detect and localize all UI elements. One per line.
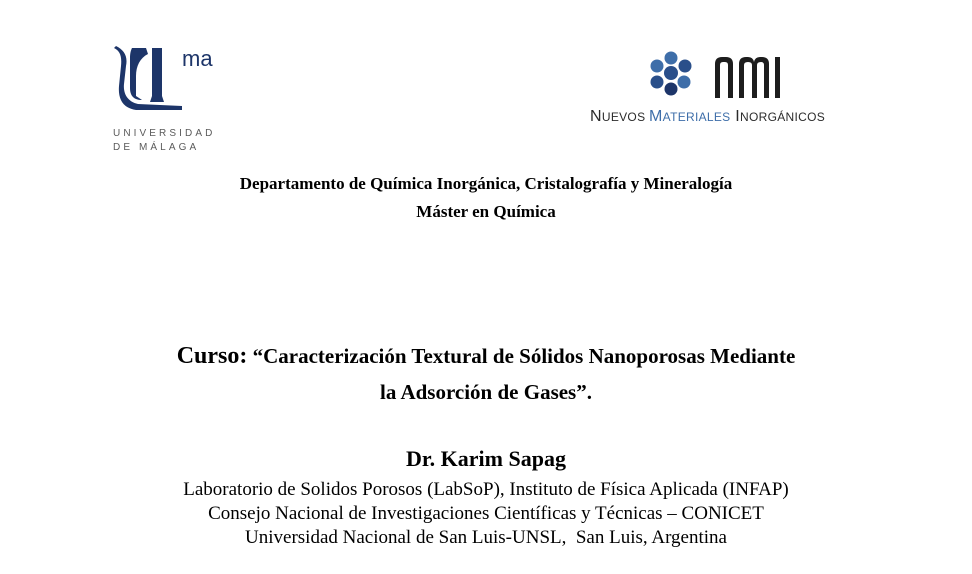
course-title-line-1 <box>0 338 972 374</box>
nmi-caption-materiales: ATERIALES <box>662 110 731 124</box>
author-name: Dr. Karim Sapag <box>406 446 566 471</box>
course-title-part-1: “Caracterización Textural de Sólidos Nanoporosas Mediante <box>252 344 796 368</box>
program-heading: Máster en Química <box>416 202 556 221</box>
nmi-caption-n: N <box>590 108 602 125</box>
uma-wordmark: ma <box>182 46 213 71</box>
nmi-caption-inorganicos: NORGÁNICOS <box>740 110 826 124</box>
uma-name-line-2: DE MÁLAGA <box>113 142 200 153</box>
universidad-de-malaga-logo <box>112 44 224 156</box>
nmi-caption-m: M <box>649 108 663 125</box>
department-heading: Departamento de Química Inorgánica, Cristalografía y Mineralogía <box>239 174 733 193</box>
affiliation-line-3: Universidad Nacional de San Luis-UNSL, San Luis, Argentina <box>245 527 727 548</box>
nmi-caption-nuevos: UEVOS <box>601 110 650 124</box>
course-title-line-2: la Adsorción de Gases”. <box>380 380 592 404</box>
nuevos-materiales-inorganicos-logo <box>590 48 870 128</box>
uma-emblem-icon <box>112 44 184 112</box>
nmi-molecule-icon <box>646 48 696 98</box>
course-label: Curso: <box>176 343 248 369</box>
uma-name-line-1: UNIVERSIDAD <box>113 128 216 139</box>
nmi-letters-mark <box>712 54 784 100</box>
affiliation-line-2: Consejo Nacional de Investigaciones Científicas y Técnicas – CONICET <box>208 503 764 524</box>
nmi-caption <box>590 108 825 126</box>
affiliation-line-1: Laboratorio de Solidos Porosos (LabSoP), Instituto de Física Aplicada (INFAP) <box>183 479 789 500</box>
nmi-caption-i: I <box>730 108 740 125</box>
